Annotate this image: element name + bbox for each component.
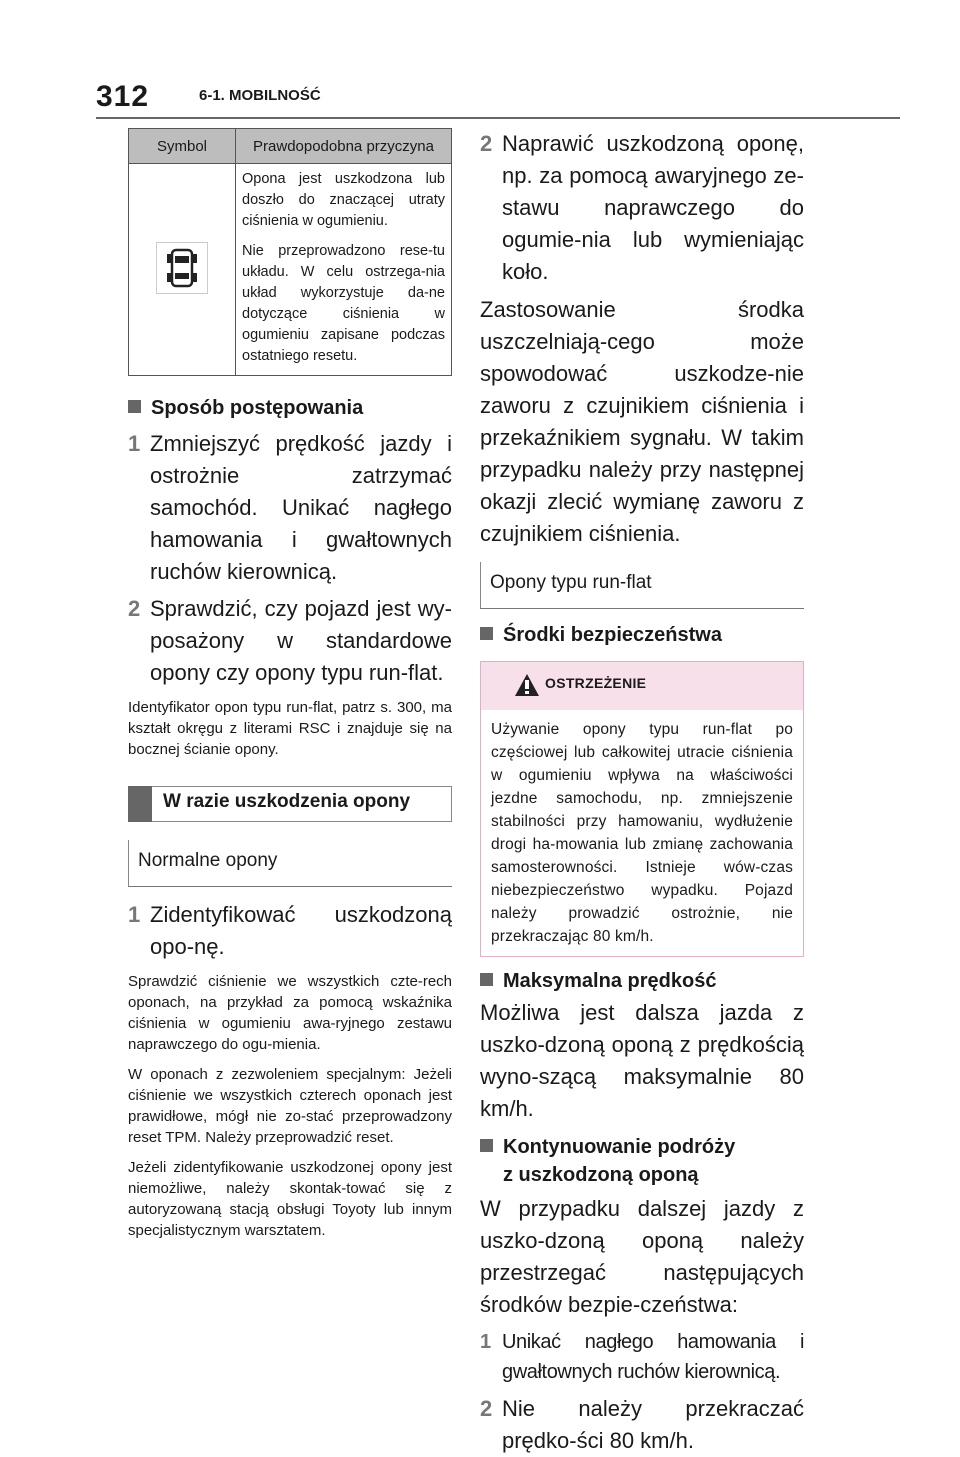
cause-cell	[236, 164, 452, 376]
repair-step: 2 Naprawić uszkodzoną oponę, np. za pomocą awaryjnego ze-stawu naprawczego do ogumie-nia lub wymieniając koło.	[480, 131, 804, 284]
sealant-note: Zastosowanie środka uszczelniają-cego może spowodować uszkodze-nie zaworu z czujnikiem ciśnienia i przekaźnikiem sygnału. W takim przypadku należy przy następnej okazji zlecić wymianę zaworu z czujnikiem ciśnienia.	[480, 297, 804, 546]
check-pressure-paragraph: Sprawdzić ciśnienie we wszystkich czte-rech oponach, na przykład za pomocą wskaźnika ciśnienia w ogumieniu awa-ryjnego zestawu naprawczego do ogu-mienia.	[128, 973, 452, 1053]
warning-header	[481, 662, 803, 710]
continue-heading: Kontynuowanie podróży z uszkodzoną oponą	[480, 1133, 804, 1189]
right-column	[480, 128, 804, 1457]
procedure-step-2: 2 Sprawdzić, czy pojazd jest wy-posażony w standardowe opony czy opony typu run-flat.	[128, 596, 452, 685]
page-number: 312	[96, 80, 150, 113]
procedure-heading: Sposób postępowania	[128, 394, 452, 422]
identify-step: 1 Zidentyfikować uszkodzoną opo-nę.	[128, 902, 452, 959]
max-speed-text: Możliwa jest dalsza jazda z uszko-dzoną oponą z prędkością wyno-szącą maksymalnie 80 km/h.	[480, 1000, 804, 1121]
square-bullet-icon	[480, 627, 493, 640]
table-header-cause: Prawdopodobna przyczyna	[236, 129, 452, 164]
table-header-symbol: Symbol	[129, 129, 236, 164]
square-bullet-icon	[480, 973, 493, 986]
runflat-identifier-note: Identyfikator opon typu run-flat, patrz s. 300, ma kształt okręgu z literami RSC i znajduje się na bocznej ścianie opony.	[128, 699, 452, 758]
continue-text: W przypadku dalszej jazdy z uszko-dzoną oponą należy przestrzegać następujących środków bezpie-czeństwa:	[480, 1196, 804, 1317]
max-speed-heading: Maksymalna prędkość	[480, 967, 804, 995]
car-tire-warning-icon	[156, 242, 208, 294]
left-column	[128, 128, 452, 1241]
cause-text-2: Nie przeprowadzono rese-tu układu. W celu ostrzega-nia układ wykorzystuje da-ne dotyczące ciśnienia w ogumieniu zapisane podczas ostatniego resetu.	[242, 243, 445, 364]
warning-title: OSTRZEŻENIE	[545, 675, 647, 691]
runflat-step-2: 2 Nie należy przekraczać prędko-ści 80 km/h.	[480, 1396, 804, 1453]
warning-box	[480, 661, 804, 957]
header-rule	[96, 117, 900, 119]
warning-text: Używanie opony typu run-flat po częściowej lub całkowitej utracie ciśnienia w ogumieniu wpływa na właściwości jezdne samochodu, np. zmniejszenie stabilności przy hamowaniu, wydłużenie drogi ha-mowania lub zmianę zachowania samosterowności. Istnieje wów-czas niebezpieczeństwo wypadku. Pojazd należy prowadzić ostrożnie, nie przekraczając 80 km/h.	[491, 721, 793, 945]
normal-tires-subheading: Normalne opony	[128, 840, 452, 887]
safety-heading: Środki bezpieczeństwa	[480, 621, 804, 649]
procedure-step-1: 1 Zmniejszyć prędkość jazdy i ostrożnie zatrzymać samochód. Unikać nagłego hamowania i gwałtownych ruchów kierownicą.	[128, 431, 452, 584]
contact-workshop-paragraph: Jeżeli zidentyfikowanie uszkodzonej opony jest niemożliwe, należy skontak-tować się z autoryzowaną stacją obsługi Toyoty lub innym specjalistycznym warsztatem.	[128, 1159, 452, 1239]
symbol-cell	[129, 164, 236, 376]
runflat-subheading: Opony typu run-flat	[480, 562, 804, 609]
symbol-table	[128, 128, 452, 376]
damage-section-title: W razie uszkodzenia opony	[128, 786, 452, 822]
cause-text-1: Opona jest uszkodzona lub doszło do znaczącej utraty ciśnienia w ogumieniu.	[242, 171, 445, 229]
tpm-reset-paragraph: W oponach z zezwoleniem specjalnym: Jeżeli ciśnienie we wszystkich czterech oponach jest prawidłowe, mógł nie zo-stać przeprowadzony reset TPM. Należy przeprowadzić reset.	[128, 1066, 452, 1146]
runflat-step-1: 1 Unikać nagłego hamowania i gwałtownych ruchów kierownicą.	[480, 1331, 804, 1383]
square-bullet-icon	[128, 400, 141, 413]
square-bullet-icon	[480, 1139, 493, 1152]
section-title: 6-1. MOBILNOŚĆ	[199, 87, 321, 104]
